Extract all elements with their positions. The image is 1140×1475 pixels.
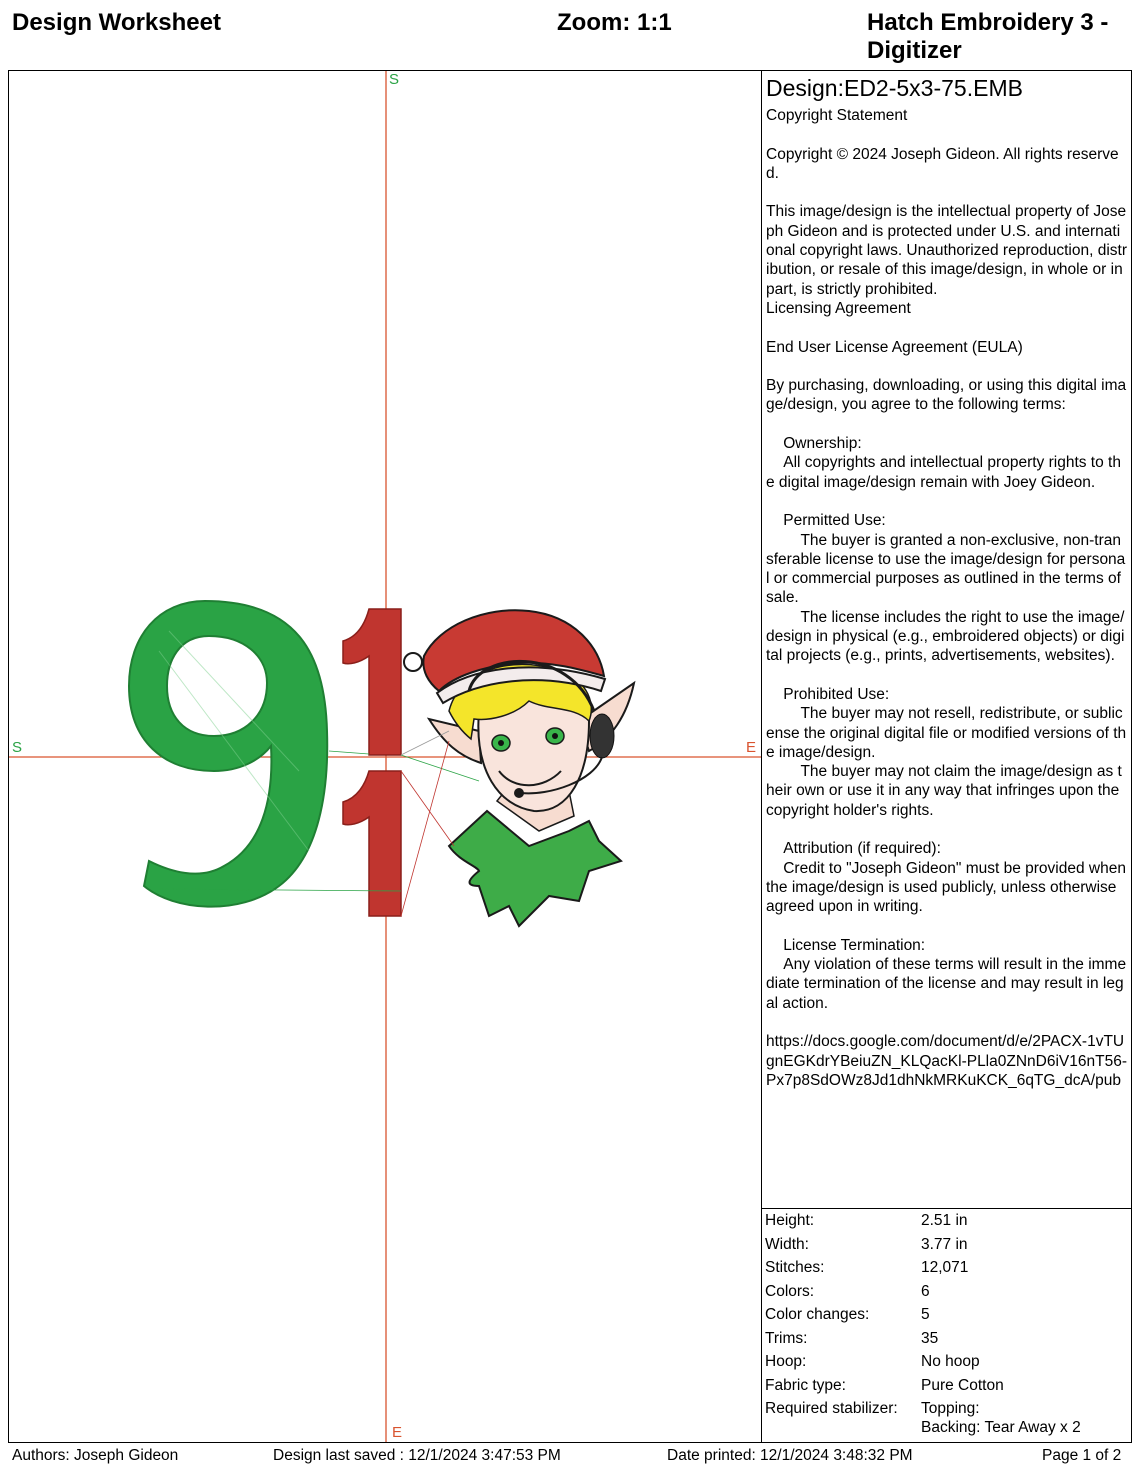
stat-value: 6 bbox=[921, 1282, 930, 1300]
design-info-panel bbox=[766, 71, 1128, 1090]
stat-value: 2.51 in bbox=[921, 1212, 968, 1229]
stat-value: 5 bbox=[921, 1306, 930, 1323]
stat-row bbox=[762, 1303, 1131, 1327]
worksheet-frame bbox=[8, 70, 1132, 1443]
stat-label: Fabric type: bbox=[765, 1376, 846, 1394]
stat-row bbox=[762, 1397, 1131, 1437]
footer-page-number: Page 1 of 2 bbox=[1042, 1447, 1122, 1464]
page-title: Design Worksheet bbox=[12, 9, 221, 36]
axis-label-bottom: E bbox=[392, 1424, 403, 1441]
stat-label: Color changes: bbox=[765, 1306, 870, 1323]
stat-row bbox=[762, 1350, 1131, 1374]
zoom-level: Zoom: 1:1 bbox=[557, 9, 672, 36]
stat-label: Hoop: bbox=[765, 1353, 807, 1370]
design-notes: Copyright Statement Copyright © 2024 Joseph Gideon. All rights reserved. This image/design is the intellectual property of Joseph Gideon and is protected under U.S. and international copyright laws. Unauthorized reproduction, distribution, or resale of this image/design, in whole or in part, is strictly prohibited. Licensing Agreement End User License Agreement (EULA) By purchasing, downloading, or using this digital image/design, you agree to the following terms: Ownership: All copyrights and intellectual property rights to the digital image/design remain with Joey Gideon. Permitted Use: The buyer is granted a non-exclusive, non-transferable license to use the image/design for personal or commercial purposes as outlined in the terms of sale. The license includes the right to use the image/design in physical (e.g., embroidered objects) or digital projects (e.g., prints, advertisements, websites). Prohibited Use: The buyer may not resell, redistribute, or sublicense the original digital file or modified versions of the image/design. The buyer may not claim the image/design as their own or use it in any way that infringes upon the copyright holder's rights. Attribution (if required): Credit to "Joseph Gideon" must be provided when the image/design is used publicly, unless otherwise agreed upon in writing. License Termination: Any violation of these terms will result in the immediate termination of the license and may result in legal action. https://docs.google.com/document/d/e/2PACX-1vTUgnEGKdrYBeiuZN_KLQacKl-PLla0ZNnD6iV16nT56-Px7p8SdOWz8Jd1dhNkMRKuKCK_6qTG_dcA/pub bbox=[766, 107, 1127, 1089]
axis-label-right: E bbox=[746, 739, 757, 756]
stat-label: Required stabilizer: bbox=[765, 1400, 898, 1417]
footer-authors: Authors: Joseph Gideon bbox=[12, 1447, 179, 1464]
footer-date-printed: Date printed: 12/1/2024 3:48:32 PM bbox=[667, 1447, 913, 1464]
stat-label: Height: bbox=[765, 1212, 815, 1229]
design-filename: Design:ED2-5x3-75.EMB bbox=[766, 75, 1023, 101]
footer-last-saved: Design last saved : 12/1/2024 3:47:53 PM bbox=[273, 1447, 561, 1464]
stat-value: 12,071 bbox=[921, 1259, 969, 1276]
app-name: Hatch Embroidery 3 - Digitizer bbox=[867, 9, 1109, 64]
stat-row bbox=[762, 1280, 1131, 1304]
stat-value: Topping: Backing: Tear Away x 2 bbox=[921, 1400, 1081, 1436]
stat-row bbox=[762, 1209, 1131, 1233]
stat-label: Trims: bbox=[765, 1329, 808, 1347]
stat-row bbox=[762, 1233, 1131, 1257]
stat-value: No hoop bbox=[921, 1353, 980, 1370]
stat-label: Width: bbox=[765, 1235, 809, 1253]
stat-row bbox=[762, 1374, 1131, 1398]
stat-value: Pure Cotton bbox=[921, 1376, 1004, 1394]
elf-head bbox=[404, 610, 634, 926]
axis-label-left: S bbox=[12, 739, 23, 756]
stat-row bbox=[762, 1327, 1131, 1351]
stat-label: Stitches: bbox=[765, 1259, 825, 1276]
stat-value: 3.77 in bbox=[921, 1235, 968, 1253]
stat-row bbox=[762, 1256, 1131, 1280]
design-stats bbox=[762, 1208, 1131, 1437]
embroidery-preview bbox=[9, 71, 761, 1442]
design-canvas bbox=[9, 71, 762, 1442]
stat-value: 35 bbox=[921, 1329, 939, 1347]
axis-label-top: S bbox=[389, 71, 400, 88]
stat-label: Colors: bbox=[765, 1282, 815, 1300]
digit-one-upper bbox=[343, 609, 401, 755]
digit-one-lower bbox=[343, 771, 401, 916]
digit-nine bbox=[129, 601, 327, 907]
